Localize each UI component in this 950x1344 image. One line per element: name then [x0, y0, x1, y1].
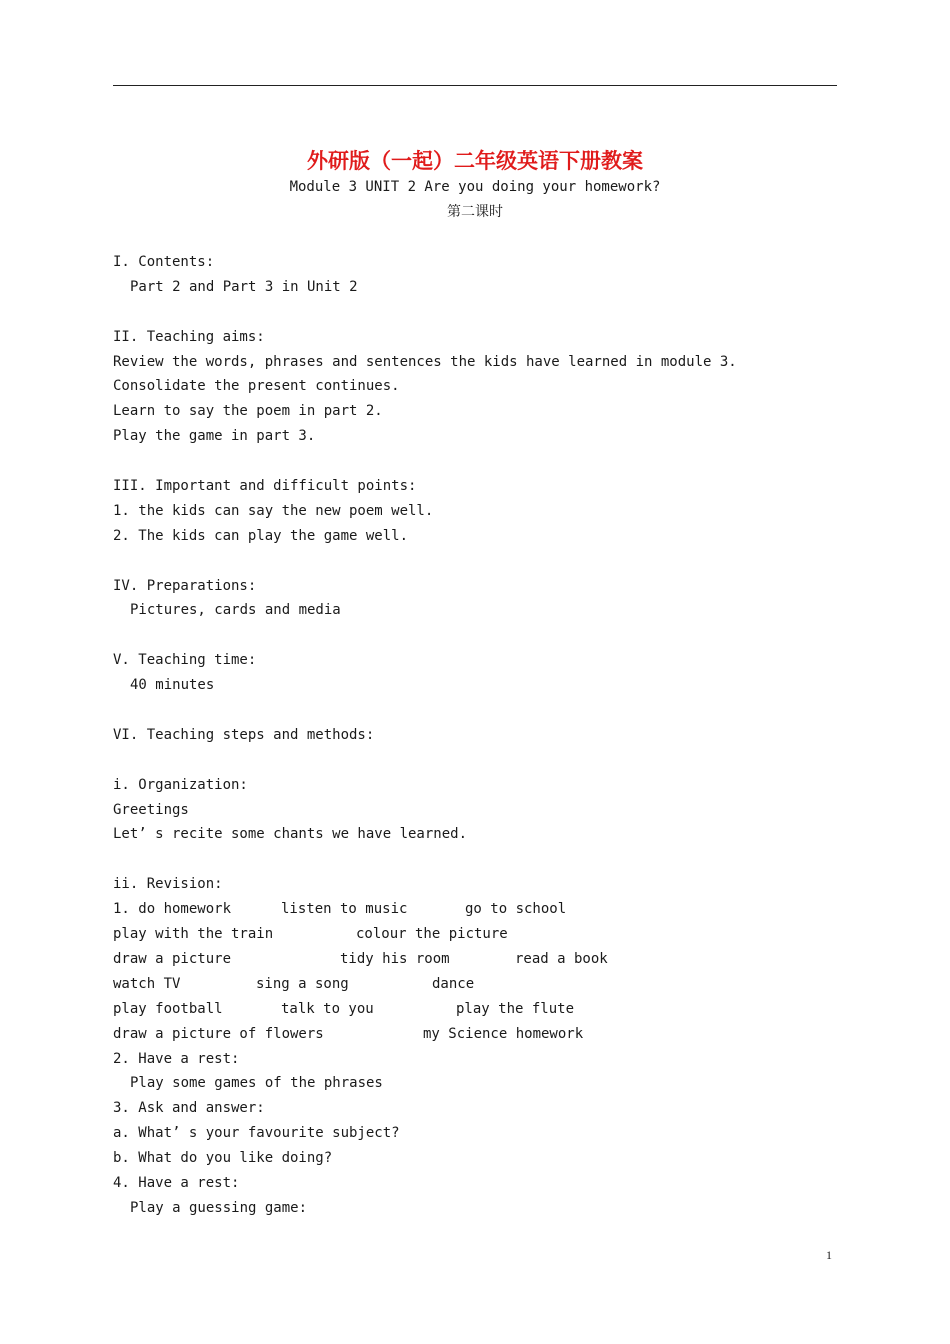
question-item: a. What’ s your favourite subject? [113, 1125, 400, 1142]
aims-heading: II. Teaching aims: [113, 328, 265, 345]
phrase-row [113, 1024, 853, 1049]
phrase-row [113, 924, 853, 949]
document-subtitle: Module 3 UNIT 2 Are you doing your homework? [289, 179, 661, 195]
phrase: tidy his room [340, 950, 450, 967]
lesson-label: 第二课时 [447, 204, 503, 220]
rest-heading: 4. Have a rest: [113, 1174, 240, 1191]
document-title: 外研版（一起）二年级英语下册教案 [307, 149, 643, 173]
organization-heading: i. Organization: [113, 776, 248, 793]
contents-text: Part 2 and Part 3 in Unit 2 [130, 278, 358, 295]
aim-item: Play the game in part 3. [113, 428, 316, 445]
point-item: 1. the kids can say the new poem well. [113, 502, 434, 519]
document-body [113, 252, 853, 1223]
phrase-row [113, 999, 853, 1024]
phrase: draw a picture of flowers [113, 1025, 324, 1042]
phrase: read a book [515, 950, 608, 967]
phrase: play with the train [113, 926, 274, 943]
phrase: talk to you [281, 1000, 374, 1017]
time-heading: V. Teaching time: [113, 652, 257, 669]
aim-item: Consolidate the present continues. [113, 378, 400, 395]
phrase: colour the picture [356, 926, 508, 943]
phrase: listen to music [281, 901, 408, 918]
aim-item: Learn to say the poem in part 2. [113, 403, 383, 420]
points-heading: III. Important and difficult points: [113, 478, 417, 495]
phrase: my Science homework [423, 1025, 584, 1042]
phrase: 1. do homework [113, 901, 232, 918]
point-item: 2. The kids can play the game well. [113, 527, 409, 544]
preparations-text: Pictures, cards and media [130, 602, 341, 619]
phrase: play football [113, 1000, 223, 1017]
phrase-row [113, 899, 853, 924]
revision-heading: ii. Revision: [113, 876, 223, 893]
steps-heading: VI. Teaching steps and methods: [113, 726, 375, 743]
rest-text: Play a guessing game: [130, 1199, 308, 1216]
ask-heading: 3. Ask and answer: [113, 1100, 265, 1117]
phrase: play the flute [456, 1000, 575, 1017]
phrase: go to school [465, 901, 567, 918]
phrase: sing a song [256, 975, 349, 992]
header-rule [113, 85, 837, 86]
phrase-row [113, 974, 853, 999]
organization-item: Let’ s recite some chants we have learned. [113, 826, 468, 843]
time-text: 40 minutes [130, 677, 215, 694]
aim-item: Review the words, phrases and sentences the kids have learned in module 3. [113, 353, 737, 370]
phrase: watch TV [113, 975, 181, 992]
rest-heading: 2. Have a rest: [113, 1050, 240, 1067]
phrase-row [113, 949, 853, 974]
phrase: dance [432, 975, 475, 992]
preparations-heading: IV. Preparations: [113, 577, 257, 594]
contents-heading: I. Contents: [113, 254, 215, 270]
page-number: 1 [826, 1248, 832, 1262]
question-item: b. What do you like doing? [113, 1150, 333, 1167]
phrase: draw a picture [113, 950, 232, 967]
organization-item: Greetings [113, 801, 189, 818]
rest-text: Play some games of the phrases [130, 1075, 383, 1092]
